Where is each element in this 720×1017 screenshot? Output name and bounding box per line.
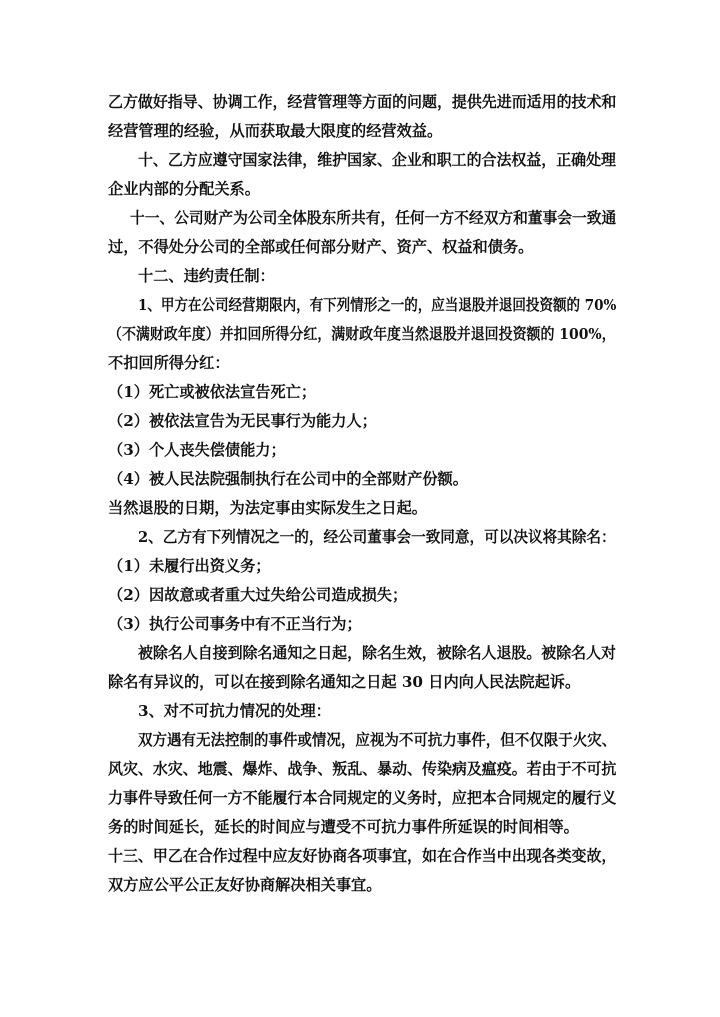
text-line: 当然退股的日期，为法定事由实际发生之日起。 xyxy=(108,499,427,517)
text-line: 过，不得处分公司的全部或任何部分财产、资产、权益和债务。 xyxy=(108,238,534,256)
text-line: （2）被依法宣告为无民事行为能力人； xyxy=(108,412,377,430)
text-line: 十三、甲乙在合作过程中应友好协商各项事宜，如在合作当中出现各类变故， xyxy=(108,847,617,865)
text-line: （3）个人丧失偿债能力； xyxy=(108,441,286,459)
text-line: 务的时间延长，延长的时间应与遭受不可抗力事件所延误的时间相等。 xyxy=(108,818,579,836)
text-line: （不满财政年度）并扣回所得分红，满财政年度当然退股并退回投资额的 100%， xyxy=(108,325,616,343)
text-line: 十二、违约责任制： xyxy=(138,267,275,285)
text-line: 被除名人自接到除名通知之日起，除名生效，被除名人退股。被除名人对 xyxy=(138,644,616,662)
text-line: 1、甲方在公司经营期限内，有下列情形之一的，应当退股并退回投资额的 70% xyxy=(138,296,617,314)
text-line: 不扣回所得分红： xyxy=(108,354,230,372)
text-line: （4）被人民法院强制执行在公司中的全部财产份额。 xyxy=(108,470,468,488)
text-line: 乙方做好指导、协调工作，经营管理等方面的问题，提供先进而适用的技术和 xyxy=(108,93,617,111)
text-line: 双方遇有无法控制的事件或情况，应视为不可抗力事件，但不仅限于火灾、 xyxy=(138,731,617,749)
text-line: 经营管理的经验，从而获取最大限度的经营效益。 xyxy=(108,122,443,140)
text-line: 2、乙方有下列情况之一的，经公司董事会一致同意，可以决议将其除名： xyxy=(138,528,616,546)
text-line: 十、乙方应遵守国家法律，维护国家、企业和职工的合法权益，正确处理 xyxy=(138,151,616,169)
text-line: 十一、公司财产为公司全体股东所共有，任何一方不经双方和董事会一致通 xyxy=(130,209,617,227)
text-line: （2）因故意或者重大过失给公司造成损失； xyxy=(108,586,408,604)
text-line: （3）执行公司事务中有不正当行为； xyxy=(108,615,362,633)
text-line: 除名有异议的，可以在接到除名通知之日起 30 日内向人民法院起诉。 xyxy=(108,673,581,691)
text-line: 风灾、水灾、地震、爆炸、战争、叛乱、暴动、传染病及瘟疫。若由于不可抗 xyxy=(108,760,617,778)
text-line: 双方应公平公正友好协商解决相关事宜。 xyxy=(108,876,382,894)
text-line: （1）死亡或被依法宣告死亡； xyxy=(108,383,317,401)
text-line: 3、对不可抗力情况的处理： xyxy=(138,702,331,720)
text-line: 力事件导致任何一方不能履行本合同规定的义务时，应把本合同规定的履行义 xyxy=(108,789,617,807)
text-line: （1）未履行出资义务； xyxy=(108,557,271,575)
text-line: 企业内部的分配关系。 xyxy=(108,180,260,198)
